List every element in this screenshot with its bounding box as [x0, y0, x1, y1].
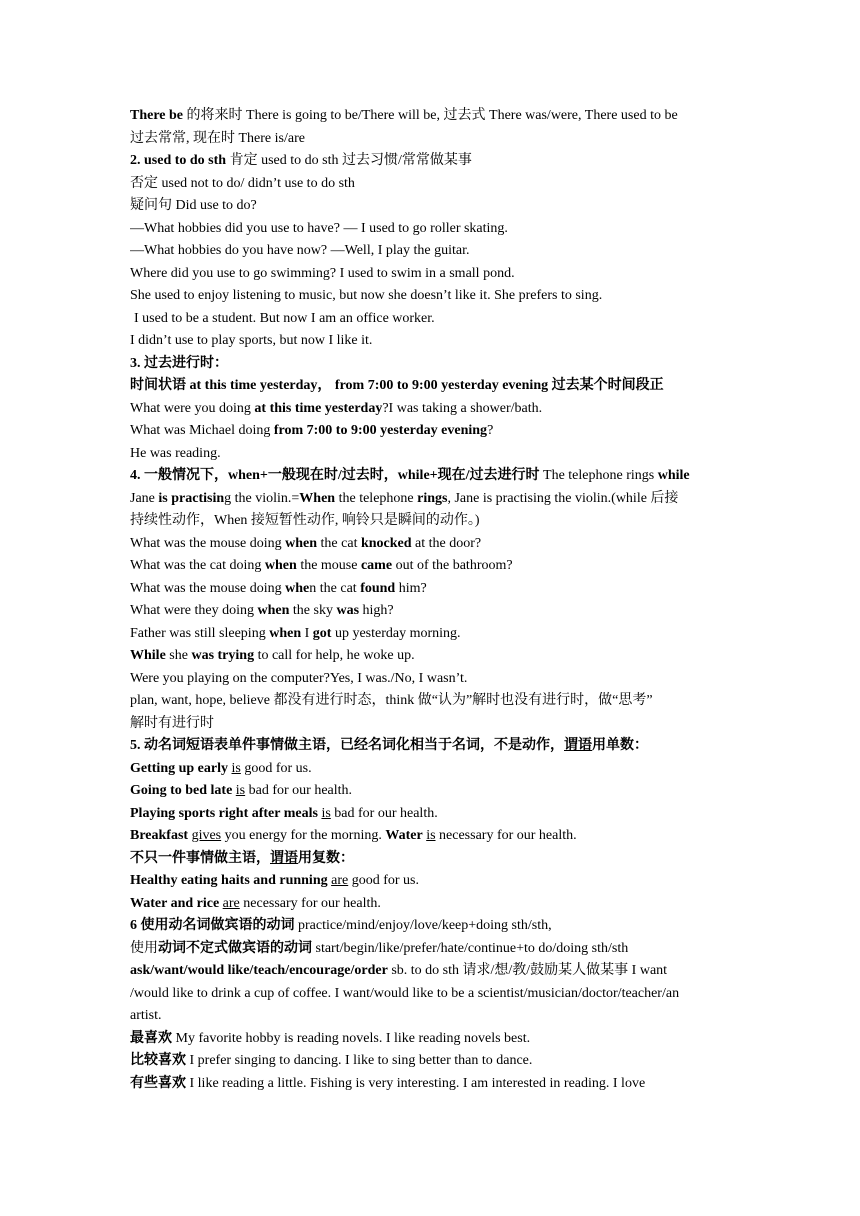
text: Healthy eating haits and running: [130, 873, 328, 888]
text: 过去式: [440, 108, 490, 123]
text: when: [264, 558, 297, 573]
text: When: [299, 490, 336, 506]
text: 动词不定式做宾语的动词: [158, 940, 312, 956]
text: What were you doing: [130, 400, 255, 416]
example-line: I used to be a student. But now I am an office worker.: [134, 310, 435, 326]
text: him?: [395, 580, 427, 596]
heading-used-to: [130, 150, 733, 173]
text: is: [426, 828, 436, 843]
text: good for us.: [348, 873, 419, 888]
text: Going to bed late: [130, 783, 233, 798]
text: Getting up early: [130, 760, 228, 776]
text: are: [222, 895, 240, 911]
text: the sky: [289, 603, 337, 618]
text: I: [301, 625, 313, 641]
text: you energy for the morning.: [221, 828, 386, 843]
text: is practisin: [158, 490, 225, 506]
text: practice/mind/enjoy/love/keep+doing sth/sth,: [294, 918, 552, 933]
text: 比较喜欢: [130, 1053, 186, 1068]
example-line: [130, 555, 733, 578]
example-line: Where did you use to go swimming? I used to swim in a small pond.: [130, 265, 515, 281]
text: 使用: [130, 940, 158, 956]
text: start/begin/like/prefer/hate/continue+to do/doing sth/sth: [312, 940, 629, 956]
text: the telephone: [335, 490, 418, 506]
example-line: [130, 420, 733, 443]
example-line: [130, 600, 733, 623]
text: 用单数：: [592, 738, 648, 753]
subheading-plural: [130, 848, 733, 871]
text: g the violin.=: [224, 490, 300, 506]
example-line: She used to enjoy listening to music, but now she doesn’t like it. She prefers to sing.: [130, 288, 603, 303]
document-page: [130, 105, 733, 1095]
text: when: [257, 603, 290, 618]
text: rings: [417, 490, 448, 506]
heading: 5. 动名词短语表单件事情做主语，已经名词化相当于名词，不是动作，: [130, 738, 564, 753]
text: bad for our health.: [330, 805, 438, 821]
text: 最喜欢: [130, 1030, 172, 1046]
example-line: [130, 825, 733, 848]
text: ?: [487, 423, 494, 438]
example-line: Were you playing on the computer?Yes, I was./No, I wasn’t.: [130, 670, 468, 686]
heading-gerund-subject: [130, 735, 733, 758]
example-line: —What hobbies do you have now? —Well, I play the guitar.: [130, 243, 470, 258]
heading: 2. used to do sth: [130, 153, 227, 168]
text: knocked: [360, 535, 412, 551]
text: 过去常常: [130, 130, 186, 146]
text: Father was still sleeping: [130, 625, 270, 641]
text: is: [231, 760, 241, 776]
text: , 现在时 There is/are: [186, 130, 305, 146]
line-infinitive-object: [130, 938, 733, 961]
example-line: artist.: [130, 1008, 162, 1023]
text: My favorite hobby is reading novels. I like reading novels best.: [172, 1030, 531, 1046]
text: I prefer singing to dancing. I like to sing better than to dance.: [186, 1053, 533, 1068]
text: What were they doing: [130, 603, 258, 618]
note-line: plan, want, hope, believe 都没有进行时态，think 做“认为”解时也没有进行时，做“思考”: [130, 693, 653, 708]
text: necessary for our health.: [239, 895, 381, 911]
text: are: [331, 873, 349, 888]
text: Playing sports right after meals: [130, 805, 318, 821]
example-line: —What hobbies did you use to have? — I used to go roller skating.: [130, 220, 508, 236]
text: she: [165, 648, 192, 663]
example-line: [130, 488, 733, 511]
text: good for us.: [240, 760, 312, 776]
example-line: /would like to drink a cup of coffee. I want/would like to be a scientist/musician/doctor/teacher/an: [130, 985, 680, 1001]
line-prefer: [130, 1050, 733, 1073]
text: , Jane is practising the violin.(while 后接: [447, 490, 679, 506]
term: There be: [130, 108, 184, 123]
example-line: [130, 623, 733, 646]
text: 谓语: [564, 738, 592, 753]
text: What was the cat doing: [130, 558, 265, 573]
example-line: 持续性动作，When 接短暂性动作, 响铃只是瞬间的动作。): [130, 513, 480, 528]
text: There is going to be/There will be,: [246, 108, 441, 123]
text: at the door?: [411, 535, 482, 551]
text: out of the bathroom?: [392, 558, 513, 573]
line-time-adverbial: [130, 375, 733, 398]
text: What was Michael doing: [130, 423, 274, 438]
text: 谓语: [270, 850, 298, 866]
text: while: [657, 468, 690, 483]
text: up yesterday morning.: [331, 625, 461, 641]
text: n the cat: [309, 580, 361, 596]
text: 肯定 used to do sth 过去习惯/常常做某事: [226, 153, 472, 168]
example-line: [130, 803, 733, 826]
text: when: [285, 535, 318, 551]
line-like-a-little: [130, 1073, 733, 1096]
text: What was the mouse doing: [130, 580, 286, 596]
text: gives: [191, 828, 222, 843]
text: high?: [359, 603, 394, 618]
text: ask/want/would like/teach/encourage/order: [130, 963, 388, 978]
text: 不只一件事情做主语，: [130, 850, 270, 866]
heading-past-continuous: [130, 353, 733, 376]
text: from 7:00 to 9:00 yesterday evening: [273, 423, 488, 438]
text: Water and rice: [130, 895, 220, 911]
example-line: He was reading.: [130, 445, 221, 461]
para-there-be: [130, 105, 733, 128]
example-line: [130, 758, 733, 781]
text: necessary for our health.: [435, 828, 577, 843]
text: bad for our health.: [245, 783, 353, 798]
example-line: [130, 578, 733, 601]
text: whe: [285, 580, 310, 596]
note-line: 解时有进行时: [130, 715, 214, 731]
line-ask-want: [130, 960, 733, 983]
text: came: [360, 558, 393, 573]
text: There was/were, There used to be: [489, 108, 678, 123]
heading-gerund-object: [130, 915, 733, 938]
text: is: [235, 783, 246, 798]
text: the mouse: [296, 558, 361, 573]
heading: 3. 过去进行时：: [130, 355, 228, 371]
text: is: [321, 805, 331, 821]
example-line: [130, 398, 733, 421]
example-line: [130, 645, 733, 668]
text: got: [312, 625, 332, 641]
text: While: [130, 648, 166, 663]
para-there-be-cont: [130, 128, 733, 151]
text: What was the mouse doing: [130, 535, 286, 551]
text: 的将来时: [183, 108, 247, 123]
heading-when-while: [130, 465, 733, 488]
example-line: I didn’t use to play sports, but now I like it.: [130, 333, 373, 348]
text: Jane: [130, 490, 159, 506]
line-question: 疑问句 Did use to do?: [130, 198, 257, 213]
text: ?I was taking a shower/bath.: [382, 400, 543, 416]
text: to call for help, he woke up.: [254, 648, 415, 663]
text: the cat: [317, 535, 361, 551]
text: The telephone rings: [539, 468, 658, 483]
text: Water: [385, 828, 423, 843]
line-favorite: [130, 1028, 733, 1051]
text: 用复数：: [298, 850, 354, 866]
heading: 6 使用动名词做宾语的动词: [130, 918, 295, 933]
example-line: [130, 870, 733, 893]
text: when: [269, 625, 302, 641]
example-line: [130, 780, 733, 803]
text: found: [360, 580, 396, 596]
example-line: [130, 893, 733, 916]
example-line: [130, 533, 733, 556]
text: 时间状语 at this time yesterday， from 7:00 to 9:00 yesterday evening 过去某个时间段正: [130, 378, 664, 393]
text: was: [336, 603, 360, 618]
text: at this time yesterday: [254, 400, 383, 416]
text: I like reading a little. Fishing is very interesting. I am interested in reading. I love: [186, 1075, 646, 1091]
text: 有些喜欢: [130, 1075, 186, 1091]
text: Breakfast: [130, 828, 189, 843]
heading: 4. 一般情况下，when+一般现在时/过去时，while+现在/过去进行时: [130, 468, 540, 483]
line-negative: 否定 used not to do/ didn’t use to do sth: [130, 175, 355, 191]
text: sb. to do sth 请求/想/教/鼓励某人做某事 I want: [387, 963, 668, 978]
text: was trying: [191, 648, 255, 663]
